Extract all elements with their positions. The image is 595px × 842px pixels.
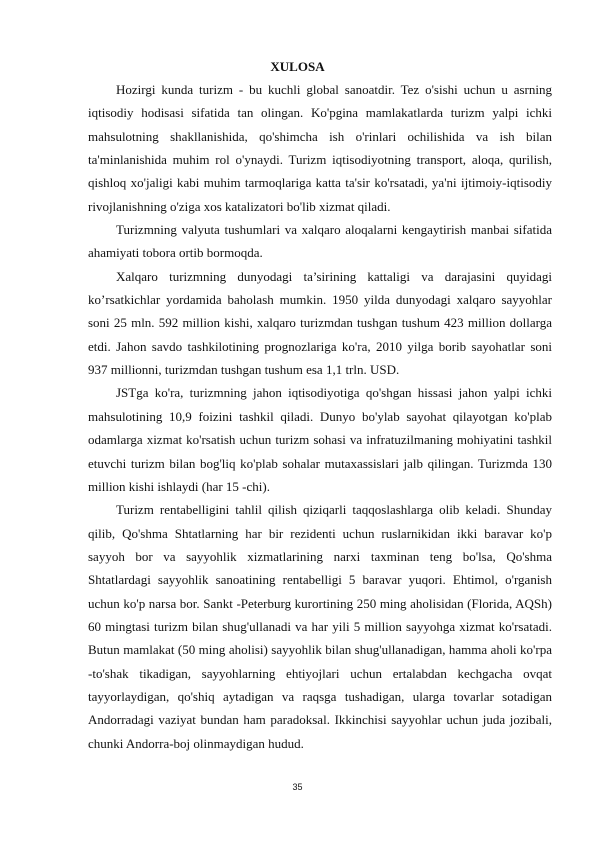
paragraph: JSTga ko'ra, turizmning jahon iqtisodiyotiga qo'shgan hissasi jahon yalpi ichki mahsulotining 10,9 foizini tashkil qiladi. Dunyo bo'ylab sayohat qilayotgan ko'plab odamlarga xizmat ko'rsatish uchun turizm sohasi va infratuzilmaning mohiyatini tashkil etuvchi turizm bilan bog'liq ko'plab sohalar mutaxassislari jalb qilingan. Turizmda 130 million kishi ishlaydi (har 15 -chi). (88, 385, 552, 494)
paragraph: Turizmning valyuta tushumlari va xalqaro aloqalarni kengaytirish manbai sifatida ahamiyati tobora ortib bormoqda. (88, 222, 552, 261)
paragraph: Xalqaro turizmning dunyodagi ta’sirining kattaligi va darajasini quyidagi ko’rsatkichlar yordamida baholash mumkin. 1950 yilda dunyodagi xalqaro sayyohlar soni 25 mln. 592 million kishi, xalqaro turizmdan tushgan tushum 423 million dollarga etdi. Jahon savdo tashkilotining prognozlariga ko'ra, 2010 yilga borib sayohatlar soni 937 millionni, turizmdan tushgan tushum esa 1,1 trln. USD. (88, 268, 552, 378)
paragraph: Hozirgi kunda turizm - bu kuchli global sanoatdir. Tez o'sishi uchun u asrning iqtisodiy hodisasi sifatida tan olingan. Ko'pgina mamlakatlarda turizm yalpi ichki mahsulotning shakllanishida, qo'shimcha ish o'rinlari ochilishida va ish bilan ta'minlanishida muhim rol o'ynaydi. Turizm iqtisodiyotning transport, aloqa, qurilish, qishloq xo'jaligi kabi muhim tarmoqlariga katta ta'sir ko'rsatadi, ya'ni ijtimoiy-iqtisodiy rivojlanishning o'ziga xos katalizatori bo'lib xizmat qiladi. (88, 82, 552, 214)
document-body (88, 78, 552, 755)
page-number: 35 (292, 782, 303, 792)
page-title: XULOSA (270, 59, 325, 74)
paragraph: Turizm rentabelligini tahlil qilish qiziqarli taqqoslashlarga olib keladi. Shunday qilib, Qo'shma Shtatlarning har bir rezidenti uchun ruslarnikidan ikki baravar ko'p sayyoh bor va sayyohlik xizmatlarining narxi taxminan teng bo'lsa, Qo'shma Shtatlardagi sayyohlik sanoatining rentabelligi 5 baravar yuqori. Ehtimol, o'rganish uchun ko'p narsa bor. Sankt -Peterburg kurortining 250 ming aholisidan (Florida, AQSh) 60 mingtasi turizm bilan shug'ullanadi va har yili 5 million sayyohga xizmat ko'rsatadi. Butun mamlakat (50 ming aholisi) sayyohlik bilan shug'ullanadigan, hamma aholi ko'rpa -to'shak tikadigan, sayyohlarning ehtiyojlari uchun ertalabdan kechgacha ovqat tayyorlaydigan, qo'shiq aytadigan va raqsga tushadigan, ularga tovarlar sotadigan Andorradagi vaziyat bundan ham paradoksal. Ikkinchisi sayyohlar uchun juda jozibali, chunki Andorra-boj olinmaydigan hudud. (88, 502, 552, 751)
